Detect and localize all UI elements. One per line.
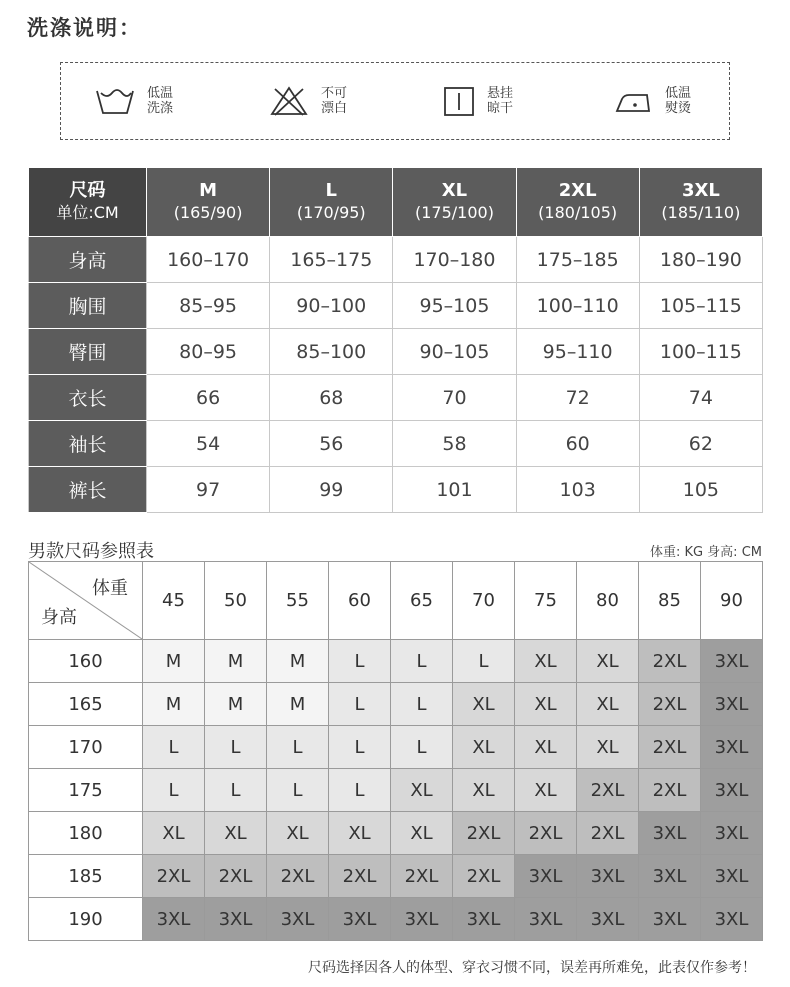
- ref-weight-header: 55: [267, 562, 329, 640]
- spec-cell: 95–105: [393, 283, 516, 329]
- spec-col-2XL: [516, 168, 639, 237]
- ref-body: [29, 640, 763, 941]
- hang-dry-icon: [443, 85, 475, 117]
- spec-cell: 103: [516, 467, 639, 513]
- ref-size-cell: L: [143, 769, 205, 812]
- ref-size-cell: XL: [577, 683, 639, 726]
- spec-row: [29, 237, 763, 283]
- spec-cell: 97: [147, 467, 270, 513]
- spec-cell: 95–110: [516, 329, 639, 375]
- ref-row: [29, 812, 763, 855]
- spec-cell: 58: [393, 421, 516, 467]
- spec-cell: 85–100: [270, 329, 393, 375]
- ref-size-cell: XL: [515, 726, 577, 769]
- ref-size-cell: XL: [205, 812, 267, 855]
- ref-size-cell: 3XL: [639, 898, 701, 941]
- ref-height-header: 160: [29, 640, 143, 683]
- ref-size-cell: L: [329, 726, 391, 769]
- ref-height-header: 180: [29, 812, 143, 855]
- ref-size-cell: XL: [453, 726, 515, 769]
- ref-size-cell: 3XL: [701, 855, 763, 898]
- ref-header-row: [29, 562, 763, 640]
- spec-corner-cell: [29, 168, 147, 237]
- ref-corner-weight: 体重: [92, 578, 128, 599]
- ref-size-cell: M: [143, 683, 205, 726]
- spec-row: [29, 329, 763, 375]
- ref-size-cell: L: [267, 726, 329, 769]
- ref-size-cell: 2XL: [515, 812, 577, 855]
- spec-col-L: [270, 168, 393, 237]
- spec-cell: 105: [639, 467, 762, 513]
- spec-row-label: 身高: [29, 237, 147, 283]
- spec-cell: 90–105: [393, 329, 516, 375]
- ref-size-cell: L: [329, 640, 391, 683]
- wash-basin-icon: [95, 85, 135, 117]
- ref-size-cell: XL: [515, 640, 577, 683]
- ref-size-cell: L: [391, 640, 453, 683]
- ref-weight-header: 65: [391, 562, 453, 640]
- ref-size-cell: XL: [577, 640, 639, 683]
- spec-cell: 80–95: [147, 329, 270, 375]
- ref-size-cell: M: [205, 640, 267, 683]
- care-label-hang: 悬挂 晾干: [487, 86, 514, 116]
- spec-cell: 70: [393, 375, 516, 421]
- ref-size-cell: 2XL: [639, 683, 701, 726]
- spec-col-size: M: [199, 180, 218, 201]
- iron-low-icon: [613, 85, 653, 117]
- ref-size-cell: 3XL: [453, 898, 515, 941]
- ref-weight-header: 80: [577, 562, 639, 640]
- ref-weight-header: 45: [143, 562, 205, 640]
- ref-size-cell: L: [205, 726, 267, 769]
- spec-col-size: 2XL: [558, 180, 597, 201]
- spec-cell: 160–170: [147, 237, 270, 283]
- spec-cell: 60: [516, 421, 639, 467]
- ref-size-cell: 3XL: [577, 898, 639, 941]
- ref-weight-header: 70: [453, 562, 515, 640]
- ref-size-cell: M: [205, 683, 267, 726]
- ref-size-cell: 2XL: [329, 855, 391, 898]
- care-label-iron: 低温 熨烫: [665, 86, 692, 116]
- spec-row: [29, 467, 763, 513]
- ref-size-cell: L: [267, 769, 329, 812]
- spec-row-label: 臀围: [29, 329, 147, 375]
- care-label-bleach: 不可 漂白: [321, 86, 348, 116]
- spec-cell: 90–100: [270, 283, 393, 329]
- ref-weight-header: 75: [515, 562, 577, 640]
- spec-cell: 101: [393, 467, 516, 513]
- disclaimer-text: 尺码选择因各人的体型、穿衣习惯不同，误差再所难免，此表仅作参考！: [308, 960, 756, 976]
- spec-row: [29, 421, 763, 467]
- spec-cell: 74: [639, 375, 762, 421]
- spec-cell: 170–180: [393, 237, 516, 283]
- spec-col-XL: [393, 168, 516, 237]
- size-chart-title: 男款尺码参照表: [28, 541, 154, 562]
- spec-cell: 100–110: [516, 283, 639, 329]
- ref-size-cell: XL: [391, 769, 453, 812]
- ref-size-cell: L: [205, 769, 267, 812]
- spec-body: [29, 237, 763, 513]
- spec-cell: 66: [147, 375, 270, 421]
- spec-col-size: XL: [441, 180, 468, 201]
- spec-header-row: [29, 168, 763, 237]
- spec-cell: 165–175: [270, 237, 393, 283]
- ref-size-cell: 3XL: [701, 812, 763, 855]
- ref-size-cell: XL: [515, 683, 577, 726]
- ref-size-cell: 3XL: [701, 726, 763, 769]
- ref-corner: [29, 562, 142, 639]
- ref-height-header: 190: [29, 898, 143, 941]
- ref-height-header: 165: [29, 683, 143, 726]
- ref-height-header: 170: [29, 726, 143, 769]
- ref-size-cell: L: [143, 726, 205, 769]
- ref-size-cell: L: [391, 726, 453, 769]
- ref-size-cell: XL: [577, 726, 639, 769]
- spec-col-range: (165/90): [173, 203, 243, 222]
- care-item-bleach: [269, 81, 347, 121]
- spec-col-3XL: [639, 168, 762, 237]
- ref-size-cell: 3XL: [577, 855, 639, 898]
- ref-size-cell: XL: [453, 769, 515, 812]
- ref-size-cell: 2XL: [453, 855, 515, 898]
- ref-size-cell: XL: [267, 812, 329, 855]
- spec-row-label: 裤长: [29, 467, 147, 513]
- ref-row: [29, 855, 763, 898]
- ref-height-header: 185: [29, 855, 143, 898]
- spec-col-M: [147, 168, 270, 237]
- ref-size-cell: 2XL: [205, 855, 267, 898]
- ref-size-cell: 3XL: [701, 898, 763, 941]
- ref-size-cell: XL: [453, 683, 515, 726]
- ref-weight-header: 90: [701, 562, 763, 640]
- ref-size-cell: 3XL: [515, 855, 577, 898]
- ref-size-cell: 2XL: [639, 640, 701, 683]
- care-item-iron: [613, 81, 691, 121]
- ref-size-cell: 2XL: [577, 769, 639, 812]
- spec-col-range: (170/95): [296, 203, 366, 222]
- spec-cell: 72: [516, 375, 639, 421]
- ref-weight-header: 85: [639, 562, 701, 640]
- ref-size-cell: 2XL: [267, 855, 329, 898]
- spec-row-label: 胸围: [29, 283, 147, 329]
- ref-size-cell: 3XL: [639, 812, 701, 855]
- ref-size-cell: XL: [143, 812, 205, 855]
- spec-cell: 180–190: [639, 237, 762, 283]
- ref-row: [29, 898, 763, 941]
- ref-size-cell: 3XL: [639, 855, 701, 898]
- ref-corner-height: 身高: [41, 607, 77, 628]
- ref-size-cell: 2XL: [453, 812, 515, 855]
- ref-corner-cell: [29, 562, 143, 640]
- ref-size-cell: 2XL: [639, 769, 701, 812]
- spec-corner-title: 尺码: [69, 180, 106, 201]
- ref-size-cell: XL: [391, 812, 453, 855]
- spec-row: [29, 375, 763, 421]
- spec-col-size: L: [325, 180, 338, 201]
- size-chart-units: 体重: KG 身高: CM: [649, 545, 762, 560]
- spec-cell: 62: [639, 421, 762, 467]
- ref-size-cell: L: [391, 683, 453, 726]
- size-spec-table: [28, 167, 763, 513]
- ref-height-header: 175: [29, 769, 143, 812]
- ref-size-cell: M: [143, 640, 205, 683]
- ref-size-cell: XL: [329, 812, 391, 855]
- ref-size-cell: L: [329, 769, 391, 812]
- ref-size-cell: M: [267, 640, 329, 683]
- ref-row: [29, 640, 763, 683]
- ref-size-cell: M: [267, 683, 329, 726]
- care-title: 洗涤说明：: [27, 16, 142, 40]
- spec-cell: 175–185: [516, 237, 639, 283]
- ref-size-cell: 3XL: [701, 769, 763, 812]
- spec-row-label: 衣长: [29, 375, 147, 421]
- care-instructions-box: [60, 62, 730, 140]
- size-reference-table: [28, 561, 763, 941]
- ref-row: [29, 726, 763, 769]
- ref-size-cell: 3XL: [267, 898, 329, 941]
- no-bleach-icon: [269, 85, 309, 117]
- ref-size-cell: 3XL: [701, 640, 763, 683]
- ref-size-cell: 3XL: [391, 898, 453, 941]
- spec-cell: 100–115: [639, 329, 762, 375]
- ref-size-cell: 2XL: [143, 855, 205, 898]
- spec-col-range: (185/110): [661, 203, 741, 222]
- spec-col-range: (175/100): [414, 203, 494, 222]
- ref-size-cell: L: [329, 683, 391, 726]
- spec-cell: 54: [147, 421, 270, 467]
- ref-size-cell: 2XL: [391, 855, 453, 898]
- ref-size-cell: 3XL: [329, 898, 391, 941]
- spec-corner-unit: 单位:CM: [56, 203, 119, 222]
- spec-col-range: (180/105): [538, 203, 618, 222]
- spec-row: [29, 283, 763, 329]
- spec-cell: 105–115: [639, 283, 762, 329]
- spec-cell: 99: [270, 467, 393, 513]
- ref-size-cell: XL: [515, 769, 577, 812]
- ref-weight-header: 50: [205, 562, 267, 640]
- spec-cell: 56: [270, 421, 393, 467]
- spec-cell: 85–95: [147, 283, 270, 329]
- care-label-wash: 低温 洗涤: [147, 86, 174, 116]
- spec-col-size: 3XL: [681, 180, 720, 201]
- ref-size-cell: 3XL: [143, 898, 205, 941]
- spec-row-label: 袖长: [29, 421, 147, 467]
- care-item-wash: [95, 81, 173, 121]
- ref-weight-header: 60: [329, 562, 391, 640]
- ref-size-cell: 3XL: [701, 683, 763, 726]
- care-item-hang: [443, 81, 513, 121]
- ref-size-cell: L: [453, 640, 515, 683]
- ref-row: [29, 683, 763, 726]
- spec-cell: 68: [270, 375, 393, 421]
- ref-size-cell: 3XL: [515, 898, 577, 941]
- ref-size-cell: 2XL: [577, 812, 639, 855]
- ref-size-cell: 3XL: [205, 898, 267, 941]
- ref-row: [29, 769, 763, 812]
- ref-size-cell: 2XL: [639, 726, 701, 769]
